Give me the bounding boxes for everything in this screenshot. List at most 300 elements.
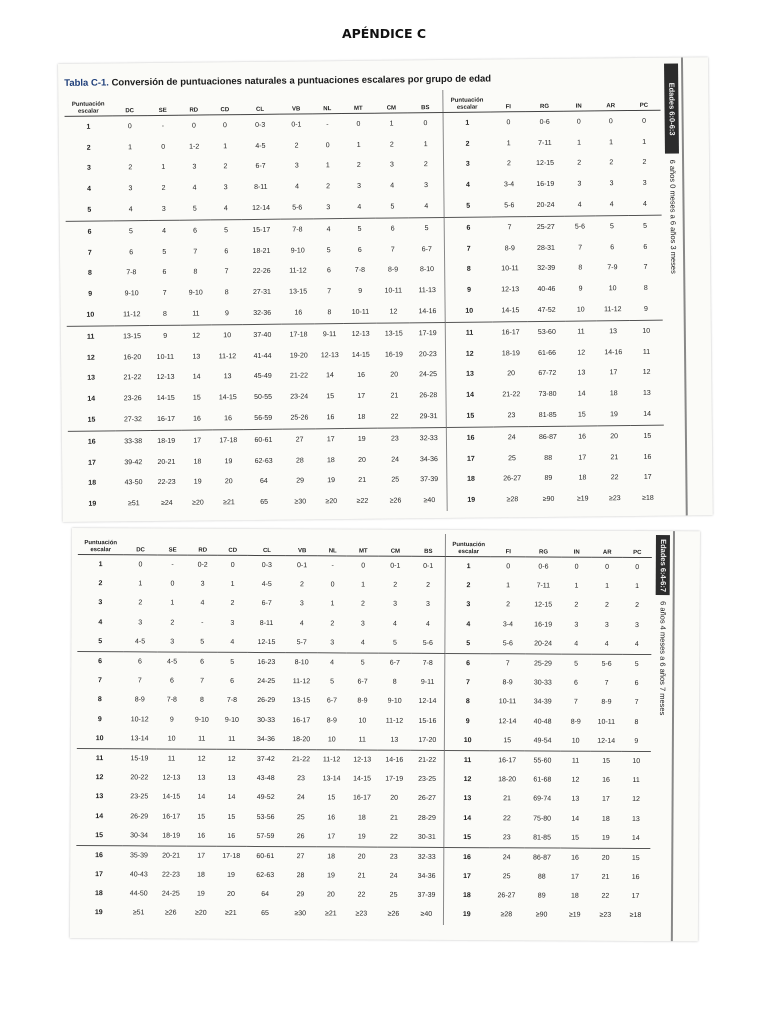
table-cell: ≥23 (608, 495, 621, 503)
table-cell: 11-12 (385, 717, 404, 725)
table-cell: 6-7 (326, 697, 338, 705)
table-cell: 8 (578, 264, 583, 273)
table-cell: 19 (597, 404, 630, 426)
table-cell: 27 (295, 436, 304, 444)
table-cell: 5-6 (281, 198, 314, 220)
table-cell: 5 (162, 248, 167, 256)
table-cell: 5 (187, 632, 217, 652)
table-cell: 9 (578, 285, 583, 293)
table-cell: 0 (635, 564, 640, 572)
table-cell: 2 (361, 600, 365, 609)
table-cell: 64 (261, 891, 270, 899)
table-cell: 0 (608, 118, 613, 126)
table-cell: 17-18 (289, 331, 308, 339)
table-cell: 22-23 (157, 479, 176, 487)
table-cell: 21 (601, 873, 610, 881)
table-cell: 8-9 (504, 244, 515, 253)
table-cell: 3 (357, 183, 362, 191)
table-title (64, 73, 491, 88)
table-caption: Conversión de puntuaciones naturales a puntuaciones escalares por grupo de edad (111, 73, 492, 89)
table-cell: 0-3 (261, 562, 272, 570)
table-cell: 16-19 (384, 351, 403, 359)
table-cell: 13-14 (122, 729, 156, 749)
table-cell: 3 (577, 180, 582, 188)
table-cell: 20 (390, 795, 399, 803)
table-cell: 12-15 (247, 633, 285, 653)
scaled-score-cell: 14 (444, 808, 490, 827)
table-cell: 15-19 (130, 755, 149, 763)
table-cell: 17 (326, 435, 335, 444)
table-cell: 24 (296, 794, 305, 802)
table-cell: 11 (217, 729, 247, 749)
scaled-score-cell: 14 (95, 812, 104, 820)
table-cell: 4 (390, 182, 395, 190)
table-cell: 11-12 (289, 267, 307, 276)
column-header: CD (209, 92, 240, 115)
table-cell: 2 (642, 159, 647, 167)
table-cell: 15 (566, 405, 597, 427)
table-cell: 10-11 (498, 698, 517, 706)
scaled-score-cell: 3 (86, 165, 91, 173)
table-cell: 6 (162, 269, 167, 277)
table-cell: 5-6 (411, 634, 445, 654)
table-cell: 12-14 (591, 731, 622, 751)
table-cell: 27 (296, 853, 305, 861)
table-cell: 12 (571, 776, 580, 784)
table-cell: 12-14 (241, 198, 281, 220)
table-cell: 0-2 (197, 561, 208, 569)
table-cell: 26-27 (503, 475, 522, 483)
table-cell: 25-29 (533, 660, 552, 668)
table-cell: 1 (223, 142, 228, 150)
table-cell: 19 (227, 871, 235, 879)
table-cell: 60-61 (256, 852, 275, 860)
table-cell: 6 (326, 267, 331, 275)
table-cell: 28 (295, 457, 304, 465)
table-cell: 2 (635, 602, 640, 610)
table-cell: 14-15 (353, 775, 372, 783)
table-cell: 2 (389, 141, 394, 149)
table-cell: 0 (325, 141, 330, 149)
scaled-score-cell: 19 (447, 490, 495, 511)
table-cell: 5 (326, 246, 331, 254)
table-cell: ≥90 (542, 496, 555, 504)
table-cell: - (171, 561, 174, 569)
table-cell: 3 (230, 619, 235, 627)
table-cell: 4 (622, 635, 651, 655)
table-cell: 21 (358, 477, 367, 485)
page-title: APÉNDICE C (341, 26, 427, 41)
table-cell: 4-5 (255, 142, 266, 150)
table-cell: 10 (358, 717, 367, 725)
scaled-score-cell: 19 (94, 909, 103, 917)
table-cell: 21 (357, 872, 366, 880)
table-cell: 4 (326, 226, 331, 234)
table-cell: 9 (629, 299, 662, 321)
table-cell: 5 (379, 633, 411, 653)
table-cell: 14-15 (162, 793, 181, 801)
table-cell: 5-6 (491, 634, 525, 654)
table-cell: 6 (357, 246, 362, 254)
table-cell: 20 (507, 370, 516, 378)
scaled-score-cell: 3 (445, 595, 491, 614)
table-cell: 14 (621, 829, 650, 849)
table-cell: - (326, 121, 329, 129)
table-cell: 15-17 (252, 226, 271, 234)
table-cell: 15 (197, 813, 206, 821)
table-cell: 2 (393, 581, 398, 589)
table-cell: ≥21 (324, 910, 337, 918)
table-cell: 2 (330, 620, 335, 628)
table-cell: 25 (508, 454, 516, 462)
table-cell: 2 (506, 160, 511, 168)
table-cell: 3 (200, 580, 205, 588)
table-cell: ≥23 (599, 912, 612, 920)
table-cell: 18-19 (157, 437, 176, 445)
table-cell: 17 (357, 393, 366, 401)
table-cell: 49-52 (256, 794, 275, 802)
table-cell: 24-25 (161, 890, 180, 898)
table-cell: 18-19 (501, 349, 520, 358)
table-cell: 21 (503, 795, 511, 803)
table-cell: 11 (180, 304, 211, 326)
table-cell: 9-10 (188, 289, 203, 297)
scaled-score-cell: 7 (87, 249, 92, 257)
table-cell: 14-15 (156, 395, 175, 403)
table-cell: 11-13 (418, 287, 436, 295)
table-cell: 8-11 (254, 184, 268, 192)
table-cell: 18-19 (156, 826, 186, 846)
table-cell: ≥28 (506, 496, 519, 504)
table-cell: 67-72 (538, 370, 557, 378)
table-cell: 6-7 (421, 245, 432, 253)
table-cell: 13 (378, 730, 410, 750)
table-cell: 7-8 (354, 267, 366, 275)
table-cell: 53-56 (256, 813, 275, 821)
scaled-score-cell: 8 (445, 259, 493, 280)
table-cell: 8-9 (601, 699, 612, 707)
column-header: RG (526, 89, 563, 112)
table-cell: 4 (217, 633, 247, 653)
table-cell: 14 (192, 373, 201, 382)
table-cell: 8-9 (502, 679, 513, 687)
table-cell: 13 (192, 353, 201, 361)
column-header: FI (491, 534, 525, 557)
table-cell: 3 (314, 197, 343, 219)
table-cell: 1 (605, 583, 610, 591)
table-cell: 5 (179, 199, 210, 221)
table-cell: 21 (390, 814, 398, 822)
table-cell: 3 (138, 619, 143, 627)
scaled-score-cell: 2 (98, 580, 103, 588)
table-cell: 22-23 (161, 871, 180, 879)
scaled-score-cell: 3 (98, 599, 103, 607)
table-cell: 9 (211, 303, 242, 325)
table-cell: 39-42 (124, 458, 143, 466)
scaled-score-cell: 18 (447, 469, 495, 490)
table-cell: 5 (330, 678, 335, 686)
table-cell: 7-8 (126, 269, 137, 277)
table-cell: 0 (170, 580, 175, 588)
table-cell: 8-9 (570, 718, 581, 726)
table-cell: 1-2 (189, 143, 200, 151)
table-cell: 21-22 (292, 756, 311, 764)
table-cell: 7 (137, 677, 142, 685)
scaled-score-cell: 19 (88, 500, 97, 508)
table-cell: 11 (577, 328, 585, 336)
table-cell: 8 (634, 718, 639, 726)
table-cell: 13 (223, 373, 232, 381)
table-cell: 89 (537, 892, 546, 900)
table-cell: 23 (490, 828, 524, 848)
table-cell: 3-4 (502, 620, 514, 628)
table-cell: 17 (609, 369, 618, 377)
table-cell: 6 (610, 243, 615, 251)
scaled-score-cell: 6 (444, 217, 492, 239)
scaled-score-cell: 4 (98, 618, 103, 626)
scaled-score-cell: 5 (444, 196, 492, 218)
scaled-score-cell: 10 (445, 731, 491, 751)
table-cell: 23-26 (123, 395, 142, 403)
table-cell: 11-12 (218, 352, 237, 360)
table-cell: 16-19 (534, 621, 553, 629)
scaled-score-cell: 7 (98, 677, 102, 685)
scaled-score-cell: 16 (95, 852, 103, 860)
side-divider (681, 57, 688, 515)
table-cell: 20-22 (130, 774, 149, 782)
table-cell: 8-11 (259, 619, 274, 627)
table-cell: 10 (223, 332, 232, 340)
table-cell: 14-16 (385, 756, 404, 764)
table-cell: 13 (571, 795, 580, 804)
table-cell: 1 (642, 138, 647, 146)
table-cell: 8-9 (357, 697, 368, 705)
table-cell: 23 (494, 405, 529, 427)
table-cell: 5-6 (492, 195, 527, 217)
table-cell: 11 (187, 729, 217, 749)
table-cell: 3 (604, 621, 609, 629)
scaled-score-cell: 10 (77, 729, 123, 749)
table-row (76, 903, 650, 925)
table-cell: 0 (576, 118, 581, 126)
scaled-score-cell: 3 (444, 154, 492, 175)
table-cell: 34-36 (417, 872, 436, 881)
table-cell: 15-16 (418, 717, 437, 725)
table-cell: 8-10 (419, 266, 435, 274)
scaled-score-cell: 17 (88, 459, 96, 467)
table-cell: 37-42 (256, 755, 275, 764)
table-cell: 18 (570, 892, 579, 900)
table-cell: 10-11 (597, 718, 616, 726)
table-cell: 16-19 (536, 181, 555, 189)
table-cell: 16 (357, 372, 366, 380)
table-cell: 17 (571, 873, 579, 881)
table-cell: 0 (574, 563, 579, 571)
table-cell: 17-18 (219, 436, 238, 445)
table-cell: 18 (197, 871, 205, 879)
table-cell: 6 (200, 658, 205, 666)
table-cell: 69-74 (533, 795, 552, 803)
table-cell: 18-20 (285, 730, 317, 750)
table-cell: 75-80 (533, 814, 552, 823)
scaled-score-cell: 10 (445, 301, 493, 323)
column-header: CD (218, 533, 248, 556)
table-cell: 18 (578, 474, 587, 483)
table-cell: 6 (574, 679, 578, 687)
table-cell: - (201, 619, 204, 627)
table-cell: 16-17 (501, 329, 520, 337)
table-cell: 7 (643, 264, 648, 272)
scaled-score-cell: 9 (97, 715, 102, 723)
table-cell: 12-13 (156, 374, 175, 382)
table-cell: ≥18 (642, 495, 654, 503)
table-cell: 13-15 (292, 697, 311, 705)
table-cell: - (331, 562, 334, 570)
table-cell: 1 (506, 139, 511, 147)
table-cell: 1 (574, 582, 579, 590)
table-cell: 1 (230, 581, 235, 589)
table-cell: 7 (193, 248, 198, 256)
table-cell: 6 (138, 658, 142, 666)
table-cell: 24 (389, 872, 398, 880)
table-cell: 6-7 (357, 678, 368, 686)
scaled-score-cell: 8 (88, 270, 92, 278)
table-cell: 13-15 (289, 288, 308, 296)
table-cell: 1 (609, 138, 614, 146)
table-cell: 15 (490, 731, 524, 751)
table-cell: 9-10 (224, 716, 239, 724)
table-cell: 20-24 (525, 634, 561, 654)
table-cell: 9-11 (322, 330, 337, 339)
table-cell: 22 (502, 814, 511, 822)
table-cell: 65 (261, 910, 269, 918)
table-cell: 35-39 (129, 852, 148, 860)
table-cell: 10-11 (501, 265, 519, 273)
table-cell: 12 (197, 755, 206, 763)
scaled-score-cell: 12 (446, 343, 494, 364)
table-cell: 12-13 (501, 286, 520, 294)
column-header: Puntuación escalar (443, 89, 491, 112)
table-cell: 24 (502, 854, 511, 862)
table-cell: 8 (199, 697, 204, 705)
table-cell: 22 (357, 891, 366, 899)
table-cell: 4 (299, 619, 304, 627)
table-cell: 0 (223, 122, 227, 130)
table-cell: 24 (391, 456, 400, 464)
column-header: DC (112, 93, 147, 116)
table-cell: 32-33 (419, 434, 438, 443)
table-cell: 6 (390, 225, 395, 233)
table-cell: 15 (227, 813, 236, 821)
table-cell: 9-10 (194, 716, 209, 724)
table-cell: 21-22 (502, 391, 521, 399)
scaled-score-cell: 14 (87, 395, 96, 403)
table-cell: 21 (390, 392, 399, 400)
table-cell: 10 (317, 730, 346, 750)
table-cell: 32-33 (417, 853, 436, 861)
table-cell: 16-17 (498, 757, 517, 765)
scaled-score-cell: 2 (445, 576, 491, 595)
table-cell: 9-10 (387, 698, 402, 706)
table-cell: 12 (577, 349, 586, 357)
table-cell: 16 (316, 407, 345, 429)
table-cell: 12-14 (418, 698, 437, 706)
column-header: BS (411, 534, 445, 557)
table-cell: 2 (170, 619, 175, 627)
table-cell: 3-4 (504, 181, 515, 189)
table-cell: 3 (389, 161, 394, 170)
table-cell: 16-17 (353, 794, 371, 802)
table-cell: 3 (192, 164, 197, 172)
table-cell: 30-33 (533, 679, 552, 687)
table-cell: 2 (294, 142, 299, 150)
table-cell: 16-23 (257, 659, 276, 667)
column-header: RG (525, 534, 561, 557)
table-cell: 7 (578, 244, 583, 252)
table-cell: 3 (294, 162, 299, 171)
table-cell: 0-1 (297, 562, 308, 570)
table-cell: 0 (506, 119, 511, 127)
column-header: VB (286, 533, 318, 556)
table-cell: 14-15 (218, 394, 237, 402)
table-cell: 28 (296, 872, 305, 880)
table-cell: 17 (643, 474, 652, 482)
table-cell: ≥20 (325, 498, 338, 506)
table-cell: 15 (560, 828, 590, 848)
scaled-score-cell: 17 (444, 867, 490, 886)
table-cell: 0 (605, 563, 610, 571)
table-cell: 19 (346, 827, 378, 847)
column-header: SE (147, 93, 178, 116)
scaled-score-cell: 16 (444, 847, 490, 867)
table-cell: 6-7 (261, 600, 272, 608)
table-cell: 8 (149, 304, 180, 326)
table-cell: 13-15 (123, 333, 142, 341)
table-cell: 5-6 (574, 223, 586, 231)
table-cell: 8 (315, 302, 344, 324)
column-header: Puntuación escalar (64, 93, 112, 116)
table-cell: 0-6 (539, 118, 550, 126)
header-row (78, 532, 652, 558)
table-cell: 4-5 (261, 581, 272, 589)
scaled-score-cell: 1 (98, 561, 103, 569)
table-cell: 7-11 (536, 582, 551, 590)
table-cell: 19 (327, 477, 336, 485)
table-cell: 12-14 (498, 717, 517, 725)
scaled-score-cell: 9 (445, 711, 491, 730)
column-header: MT (347, 533, 379, 556)
table-cell: 2 (128, 164, 133, 172)
table-cell: 13 (227, 774, 236, 783)
table-cell: 14 (630, 404, 663, 426)
table-cell: 43-50 (124, 479, 143, 487)
table-cell: 11 (571, 757, 580, 765)
table-cell: 0-6 (538, 563, 549, 571)
table-cell: 26-27 (418, 795, 436, 803)
table-cell: 3 (223, 184, 228, 192)
table-cell: 12-15 (536, 160, 555, 168)
table-cell: 1 (577, 139, 582, 147)
table-cell: 13 (642, 390, 651, 398)
table-cell: 6 (170, 677, 174, 685)
scaled-score-cell: 6 (87, 228, 92, 236)
age-tab: Edades 6:4-6:7 (656, 535, 670, 595)
scaled-score-cell: 11 (95, 755, 104, 763)
table-cell: 18 (345, 407, 378, 429)
table-cell: 20 (227, 891, 235, 899)
table-cell: ≥26 (164, 909, 177, 918)
table-cell: 26-29 (257, 697, 276, 705)
